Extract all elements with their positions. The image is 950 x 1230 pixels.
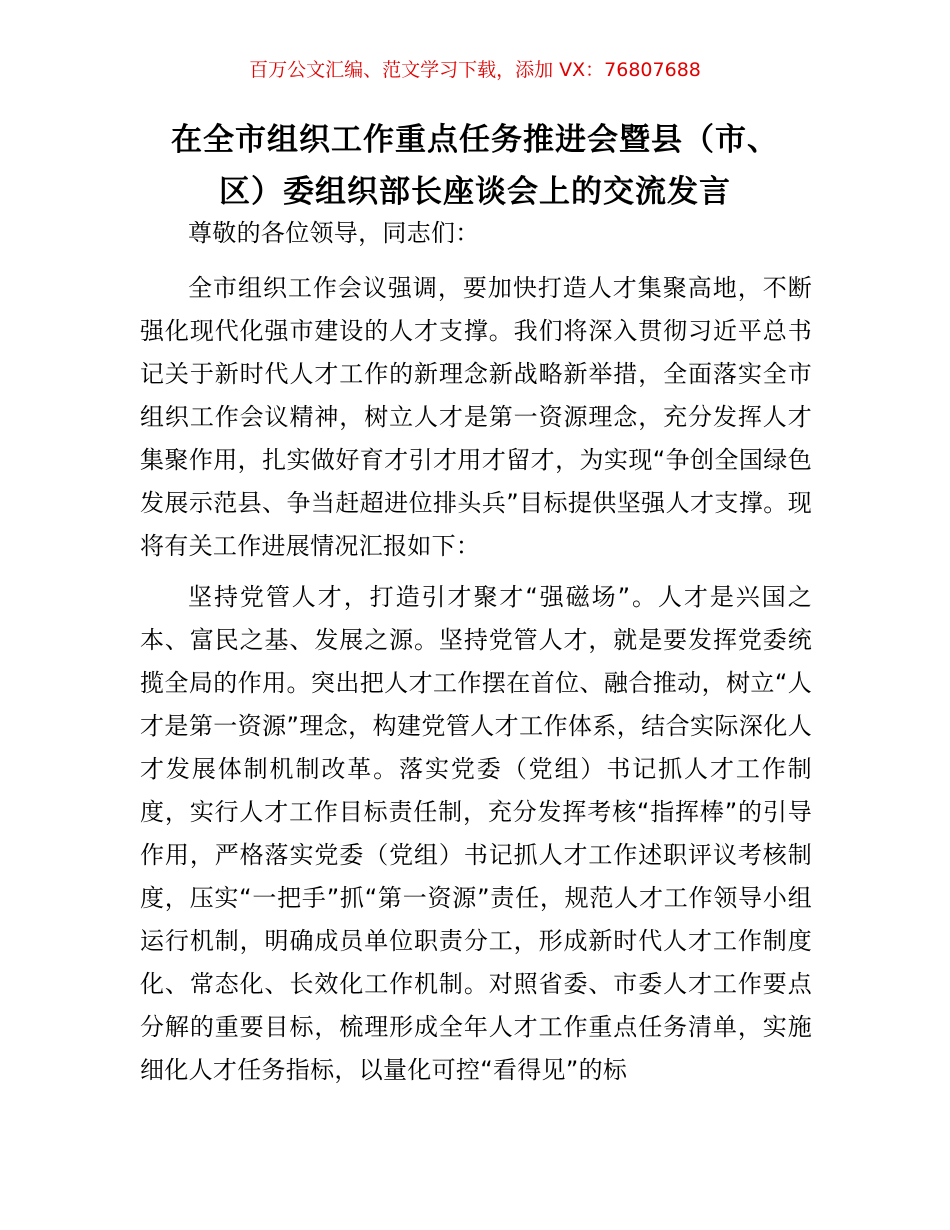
title-line-1: 在全市组织工作重点任务推进会暨县（市、 <box>171 122 779 158</box>
title-line-2: 区）委组织部长座谈会上的交流发言 <box>219 174 731 210</box>
document-body <box>140 212 812 1100</box>
paragraph-intro: 全市组织工作会议强调，要加快打造人才集聚高地，不断强化现代化强市建设的人才支撑。我们将深入贯彻习近平总书记关于新时代人才工作的新理念新战略新举措，全面落实全市组织工作会议精神，树立人才是第一资源理念，充分发挥人才集聚作用，扎实做好育才引才用才留才，为实现“争创全国绿色发展示范县、争当赶超进位排头兵”目标提供坚强人才支撑。现将有关工作进展情况汇报如下： <box>140 274 812 560</box>
document-title <box>140 114 810 218</box>
header-watermark-note: 百万公文汇编、范文学习下载，添加 VX：76807688 <box>249 59 701 81</box>
paragraph-party-talent: 坚持党管人才，打造引才聚才“强磁场”。人才是兴国之本、富民之基、发展之源。坚持党管人才，就是要发挥党委统揽全局的作用。突出把人才工作摆在首位、融合推动，树立“人才是第一资源”理念，构建党管人才工作体系，结合实际深化人才发展体制机制改革。落实党委（党组）书记抓人才工作制度，实行人才工作目标责任制，充分发挥考核“指挥棒”的引导作用，严格落实党委（党组）书记抓人才工作述职评议考核制度，压实“一把手”抓“第一资源”责任，规范人才工作领导小组运行机制，明确成员单位职责分工，形成新时代人才工作制度化、常态化、长效化工作机制。对照省委、市委人才工作要点分解的重要目标，梳理形成全年人才工作重点任务清单，实施细化人才任务指标，以量化可控“看得见”的标 <box>140 583 812 1084</box>
greeting: 尊敬的各位领导，同志们： <box>188 219 480 247</box>
